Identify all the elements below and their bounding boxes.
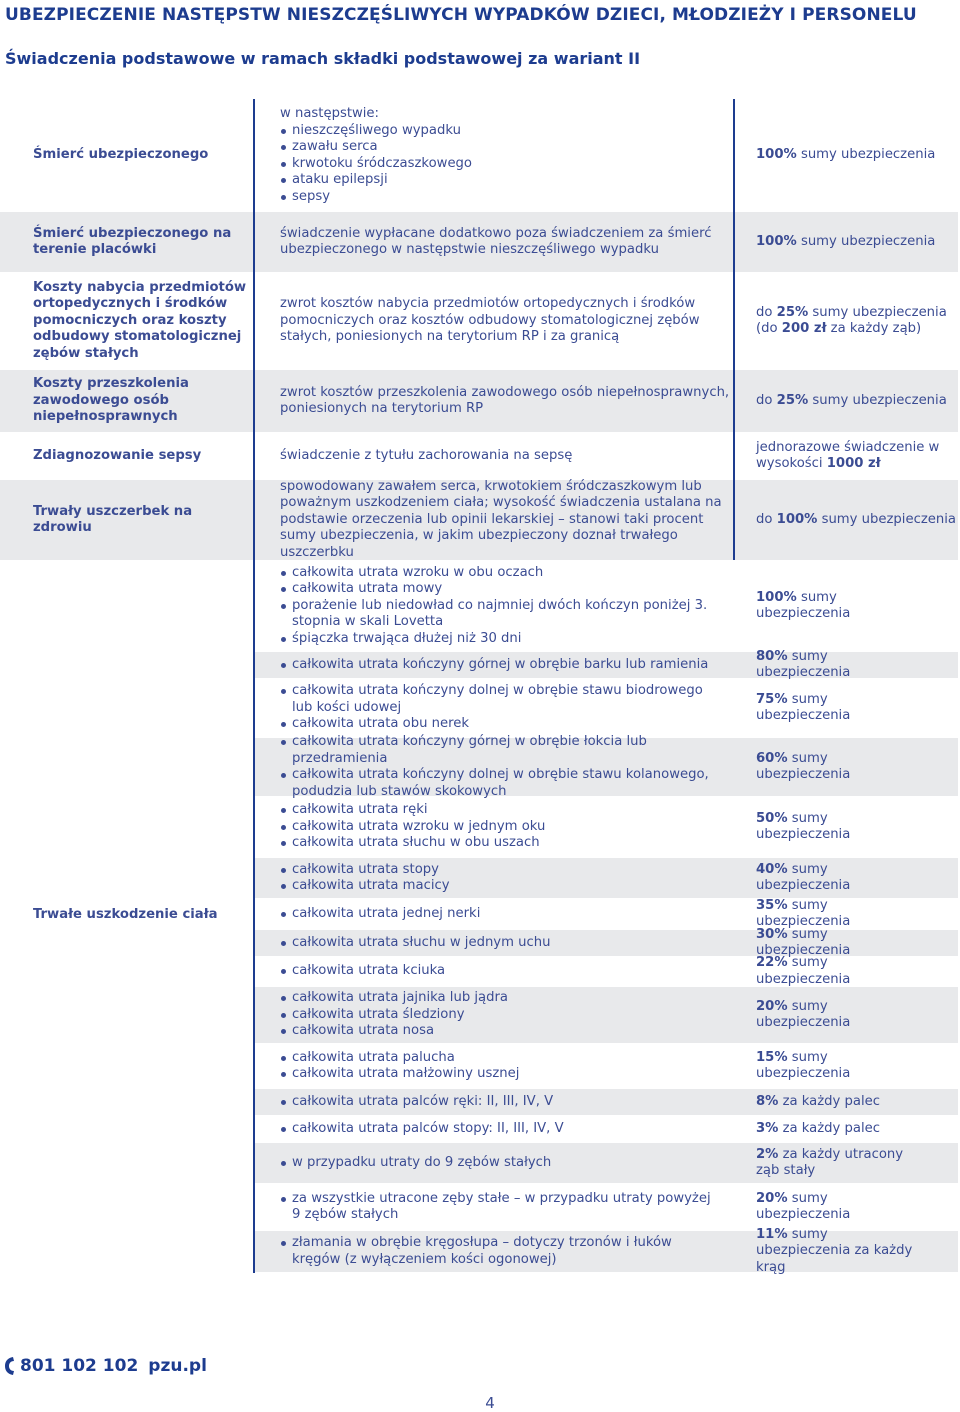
benefit-value <box>756 1142 926 1184</box>
list-item: zawału serca <box>280 139 740 156</box>
value-unit: sumy ubezpieczenia <box>756 861 851 893</box>
list-item: całkowita utrata jajnika lub jądra <box>280 990 720 1007</box>
benefit-value <box>756 212 956 272</box>
value-amount: 25% <box>776 304 809 320</box>
list-item: krwotoku śródczaszkowego <box>280 156 740 173</box>
value-amount: 11% <box>756 1226 788 1242</box>
value-unit: sumy ubezpieczenia <box>796 233 936 249</box>
value-unit: za każdy utracony ząb stały <box>756 1146 904 1178</box>
injury-description <box>280 1116 720 1142</box>
benefit-value <box>756 1226 926 1275</box>
injury-description <box>280 899 720 929</box>
injury-list <box>280 1191 720 1224</box>
injury-description <box>280 1142 720 1184</box>
injury-description <box>280 1088 720 1116</box>
injury-list <box>280 963 720 980</box>
list-item: całkowita utrata stopy <box>280 862 720 879</box>
benefit-name: Zdiagnozowanie sepsy <box>33 447 202 463</box>
value-line <box>756 234 956 251</box>
value-line <box>756 692 926 725</box>
value-unit: sumy ubezpieczenia <box>756 648 851 680</box>
injury-list <box>280 1094 720 1111</box>
injury-list <box>280 862 720 895</box>
value-line-2 <box>756 321 956 338</box>
value-amount: 80% <box>756 648 788 664</box>
list-item: ataku epilepsji <box>280 172 740 189</box>
value-prefix: do <box>756 304 777 320</box>
injury-description <box>280 1044 720 1088</box>
value-unit: sumy ubezpieczenia <box>756 1190 851 1222</box>
benefit-value <box>756 957 926 986</box>
benefit-value <box>756 99 956 212</box>
benefit-value <box>756 986 926 1044</box>
value-line <box>756 955 926 988</box>
list-item: całkowita utrata kończyny górnej w obrębie barku lub ramienia <box>280 657 720 674</box>
benefit-value <box>756 648 926 680</box>
value-unit: za każdy palec <box>778 1120 881 1136</box>
footer-contact <box>4 1356 207 1376</box>
column-divider-left <box>253 99 255 1273</box>
value-line <box>756 393 956 410</box>
list-item: całkowita utrata słuchu w jednym uchu <box>280 935 720 952</box>
phone-number[interactable]: 801 102 102 <box>20 1356 139 1376</box>
description-text: świadczenie wypłacane dodatkowo poza świadczeniem za śmierć ubezpieczonego w następstwie nieszczęśliwego wypadku <box>280 225 712 257</box>
value-unit: za każdy palec <box>778 1093 881 1109</box>
benefit-value <box>756 857 926 899</box>
value-unit: sumy ubezpieczenia <box>756 810 851 842</box>
benefit-description <box>280 432 740 480</box>
value-amount: 25% <box>776 392 809 408</box>
injury-description <box>280 929 720 957</box>
injury-list <box>280 906 720 923</box>
benefit-description <box>280 272 740 370</box>
benefit-value <box>756 480 956 560</box>
value-amount: 15% <box>756 1049 788 1065</box>
list-item: nieszczęśliwego wypadku <box>280 123 740 140</box>
list-item: porażenie lub niedowład co najmniej dwóch kończyn poniżej 3. stopnia w skali Lovetta <box>280 598 720 631</box>
list-item: całkowita utrata wzroku w jednym oku <box>280 819 720 836</box>
value-amount: 75% <box>756 691 788 707</box>
benefit-description <box>280 212 740 272</box>
description-text: zwrot kosztów nabycia przedmiotów ortopedycznych i środków pomocniczych oraz kosztów odbudowy stomatologicznej zębów stałych, poniesionych na terytorium RP i za granicą <box>280 296 700 345</box>
list-item: całkowita utrata palców stopy: II, III, IV, V <box>280 1121 720 1138</box>
value-unit: sumy ubezpieczenia <box>808 392 947 408</box>
value-unit: sumy ubezpieczenia <box>756 589 851 621</box>
list-item: całkowita utrata palucha <box>280 1050 720 1067</box>
value-line <box>756 1147 926 1180</box>
list-item: śpiączka trwająca dłużej niż 30 dni <box>280 631 720 648</box>
value-amount: 2% <box>756 1146 779 1162</box>
benefit-name: Trwały uszczerbek na zdrowiu <box>33 503 193 535</box>
value-amount: 50% <box>756 810 788 826</box>
benefit-value <box>756 432 956 480</box>
website-link[interactable]: pzu.pl <box>148 1356 207 1376</box>
value-line <box>756 1191 926 1224</box>
list-item: złamania w obrębie kręgosłupa – dotyczy trzonów i łuków kręgów (z wyłączeniem kości ogonowej) <box>280 1235 720 1268</box>
injury-list <box>280 1121 720 1138</box>
list-item: całkowita utrata małżowiny usznej <box>280 1066 720 1083</box>
value-unit: sumy ubezpieczenia <box>756 691 851 723</box>
list-item: całkowita utrata nosa <box>280 1023 720 1040</box>
value-line <box>756 147 956 164</box>
injury-list <box>280 657 720 674</box>
value-unit: sumy ubezpieczenia <box>808 304 947 320</box>
value-amount: 100% <box>776 511 818 527</box>
list-item: całkowita utrata ręki <box>280 802 720 819</box>
value-unit: sumy ubezpieczenia <box>756 926 851 958</box>
benefit-value <box>756 370 956 432</box>
value2-unit: za każdy ząb) <box>826 321 922 336</box>
benefit-value <box>756 561 926 651</box>
value-unit: sumy ubezpieczenia <box>756 750 851 782</box>
injury-description <box>280 1230 720 1273</box>
value-amount: 20% <box>756 998 788 1014</box>
list-item: całkowita utrata kciuka <box>280 963 720 980</box>
value-amount: 40% <box>756 861 788 877</box>
value-line <box>756 512 956 529</box>
value-unit: sumy ubezpieczenia <box>756 998 851 1030</box>
description-text: spowodowany zawałem serca, krwotokiem śródczaszkowym lub poważnym uszkodzeniem ciała; wysokość świadczenia ustalana na podstawie orzeczenia lub opinii lekarskiej – stanowi taki procent sumy ubezpieczenia, w jakim ubezpieczony doznał trwałego uszczerbku <box>280 478 722 560</box>
value-amount: 20% <box>756 1190 788 1206</box>
list-item: całkowita utrata śledziony <box>280 1007 720 1024</box>
page-subtitle: Świadczenia podstawowe w ramach składki podstawowej za wariant II <box>5 49 641 68</box>
benefit-value <box>756 1088 926 1116</box>
description-text: świadczenie z tytułu zachorowania na sepsę <box>280 447 573 463</box>
list-item: za wszystkie utracone zęby stałe – w przypadku utraty powyżej 9 zębów stałych <box>280 1191 720 1224</box>
value-line <box>756 305 956 322</box>
injury-description <box>280 561 720 651</box>
benefit-name: Śmierć ubezpieczonego na terenie placówki <box>33 225 232 257</box>
value-line <box>756 440 956 473</box>
benefit-value <box>756 1044 926 1088</box>
injury-description <box>280 651 720 679</box>
injury-description <box>280 734 720 799</box>
injury-description <box>280 986 720 1044</box>
benefit-description <box>280 480 740 560</box>
list-item: całkowita utrata obu nerek <box>280 716 720 733</box>
value-line <box>756 751 926 784</box>
list-item: całkowita utrata kończyny dolnej w obrębie stawu kolanowego, podudzia lub stawów skokowych <box>280 767 720 800</box>
benefit-description <box>280 99 740 212</box>
list-item: w przypadku utraty do 9 zębów stałych <box>280 1155 720 1172</box>
value-prefix: do <box>756 511 777 527</box>
value-amount: 100% <box>756 589 797 605</box>
list-item: całkowita utrata kończyny dolnej w obrębie stawu biodrowego lub kości udowej <box>280 683 720 716</box>
benefit-value <box>756 899 926 929</box>
value-line <box>756 1121 926 1138</box>
value-amount: 100% <box>756 147 797 163</box>
value-unit: sumy ubezpieczenia <box>796 147 936 163</box>
value-amount: 8% <box>756 1093 779 1109</box>
value-prefix: jednorazowe świadczenie w wysokości <box>756 439 940 471</box>
description-text: zwrot kosztów przeszkolenia zawodowego osób niepełnosprawnych, poniesionych na terytorium RP <box>280 384 730 416</box>
benefit-value <box>756 679 926 737</box>
list-item: całkowita utrata mowy <box>280 581 720 598</box>
value-amount: 30% <box>756 926 788 942</box>
permanent-injury-label: Trwałe uszkodzenie ciała <box>33 906 218 922</box>
injury-list <box>280 1155 720 1172</box>
injury-list <box>280 565 720 648</box>
injury-list <box>280 990 720 1040</box>
value-line <box>756 862 926 895</box>
value-amount: 3% <box>756 1120 779 1136</box>
list-item: sepsy <box>280 189 740 206</box>
list-item: całkowita utrata wzroku w obu oczach <box>280 565 720 582</box>
description-intro: w następstwie: <box>280 106 379 121</box>
injury-list <box>280 935 720 952</box>
value-unit: sumy ubezpieczenia <box>756 955 851 987</box>
list-item: całkowita utrata kończyny górnej w obrębie łokcia lub przedramienia <box>280 734 720 767</box>
injury-list <box>280 802 720 852</box>
injury-description <box>280 957 720 986</box>
injury-list <box>280 683 720 733</box>
benefit-value <box>756 737 926 797</box>
value-amount: 22% <box>756 955 788 970</box>
value-unit: sumy ubezpieczenia za każdy krąg <box>756 1226 913 1275</box>
value-amount: 60% <box>756 750 788 766</box>
value-prefix: do <box>756 392 777 408</box>
injury-list <box>280 734 720 800</box>
value-amount: 100% <box>756 233 797 249</box>
benefit-value <box>756 272 956 370</box>
value-line <box>756 811 926 844</box>
benefit-name: Koszty przeszkolenia zawodowego osób niepełnosprawnych <box>33 376 189 425</box>
benefit-value <box>756 926 926 958</box>
benefit-name: Śmierć ubezpieczonego <box>33 147 209 163</box>
value-line <box>756 1094 926 1111</box>
injury-description <box>280 1184 720 1230</box>
injury-description <box>280 857 720 899</box>
value2-amount: 200 zł <box>781 321 827 336</box>
list-item: całkowita utrata jednej nerki <box>280 906 720 923</box>
value2-prefix: (do <box>756 321 782 336</box>
injury-description <box>280 797 720 857</box>
value-line <box>756 1050 926 1083</box>
value-line <box>756 999 926 1032</box>
benefit-value <box>756 797 926 857</box>
value-line <box>756 649 926 682</box>
benefit-value <box>756 1116 926 1142</box>
value-unit: sumy ubezpieczenia <box>756 1049 851 1081</box>
value-unit: sumy ubezpieczenia <box>756 897 851 929</box>
benefit-name: Koszty nabycia przedmiotów ortopedycznych i środków pomocniczych oraz koszty odbudowy stomatologicznej zębów stałych <box>33 279 247 361</box>
injury-description <box>280 679 720 737</box>
benefit-description <box>280 370 740 432</box>
benefit-value <box>756 1184 926 1230</box>
description-list <box>280 123 740 206</box>
value-amount: 35% <box>756 897 788 913</box>
list-item: całkowita utrata palców ręki: II, III, IV, V <box>280 1094 720 1111</box>
injury-list <box>280 1235 720 1268</box>
value-unit: sumy ubezpieczenia <box>817 511 956 527</box>
value-line <box>756 590 926 623</box>
value-amount: 1000 zł <box>826 456 881 471</box>
phone-icon <box>4 1356 16 1376</box>
list-item: całkowita utrata słuchu w obu uszach <box>280 835 720 852</box>
value-line <box>756 1227 926 1277</box>
page-title: UBEZPIECZENIE NASTĘPSTW NIESZCZĘŚLIWYCH WYPADKÓW DZIECI, MŁODZIEŻY I PERSONELU <box>5 5 917 25</box>
page-number: 4 <box>485 1394 495 1412</box>
list-item: całkowita utrata macicy <box>280 878 720 895</box>
injury-list <box>280 1050 720 1083</box>
